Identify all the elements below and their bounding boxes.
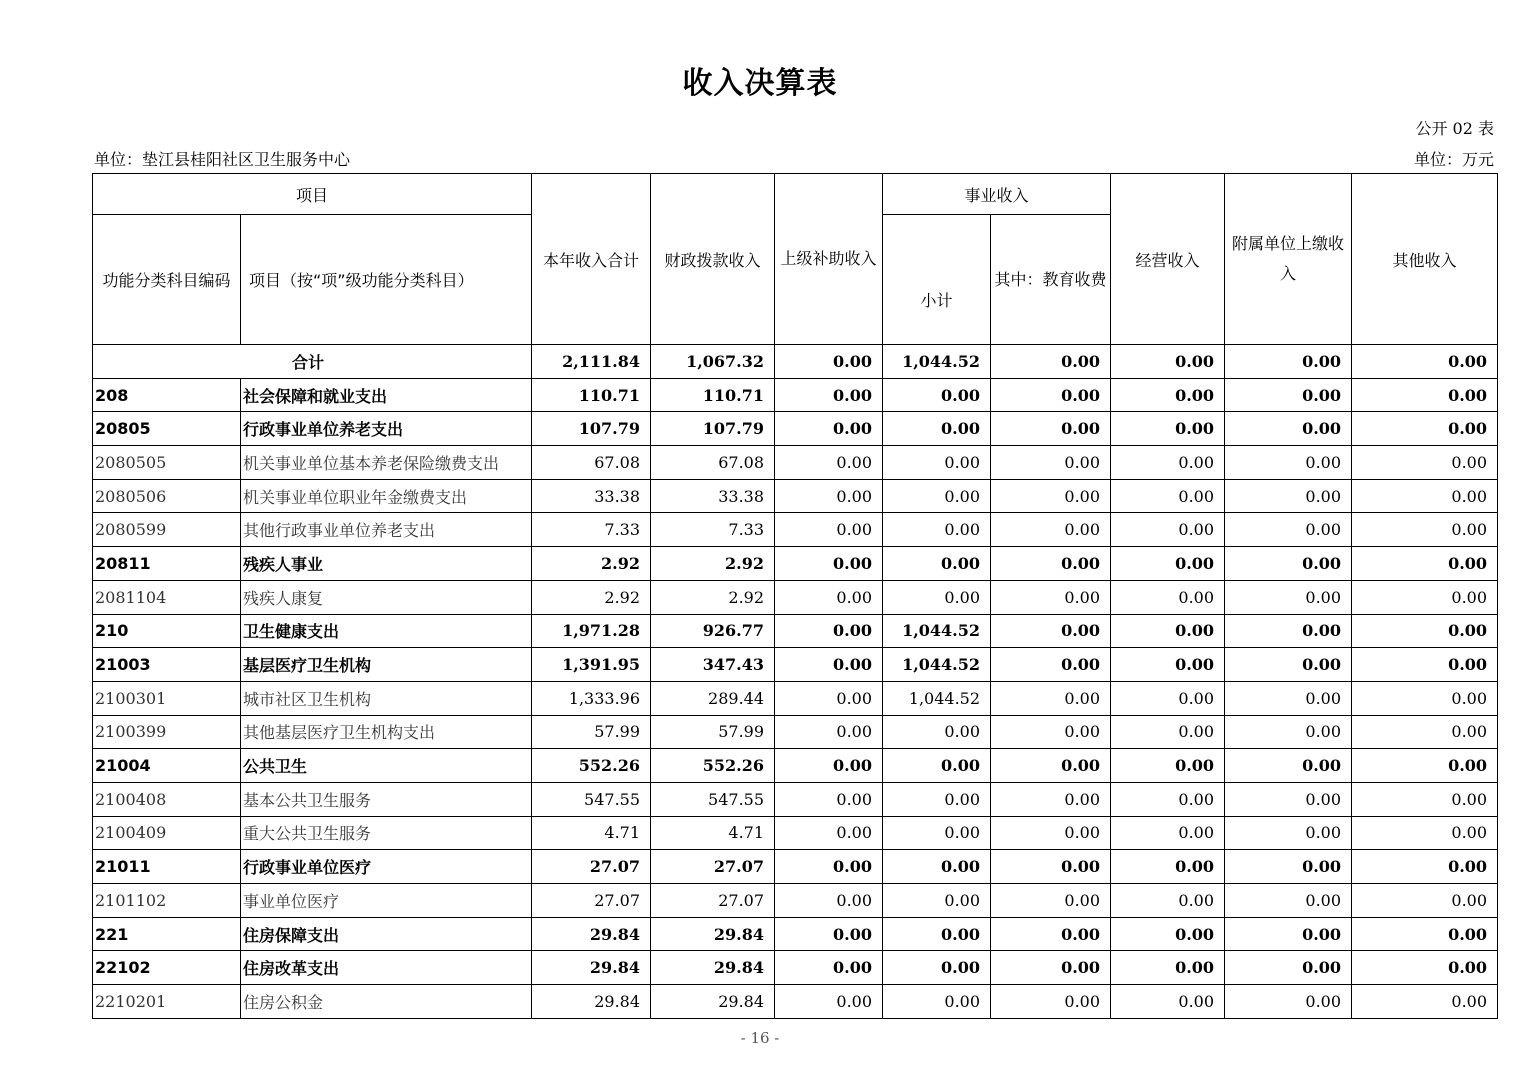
row-name: 住房公积金	[241, 985, 532, 1019]
row-value: 0.00	[1111, 446, 1225, 480]
row-name: 其他基层医疗卫生机构支出	[241, 715, 532, 749]
row-value: 1,044.52	[883, 614, 991, 648]
row-value: 0.00	[1225, 681, 1352, 715]
header-fiscal: 财政拨款收入	[651, 174, 775, 345]
row-value: 27.07	[651, 850, 775, 884]
row-value: 0.00	[775, 749, 883, 783]
header-name: 项目（按“项”级功能分类科目）	[241, 215, 532, 345]
row-value: 0.00	[991, 985, 1111, 1019]
row-value: 0.00	[1352, 580, 1498, 614]
table-row	[93, 782, 1498, 816]
row-value: 0.00	[991, 749, 1111, 783]
row-value: 0.00	[1225, 479, 1352, 513]
row-value: 2.92	[651, 547, 775, 581]
row-name: 残疾人康复	[241, 580, 532, 614]
row-value: 0.00	[1352, 951, 1498, 985]
row-value: 67.08	[651, 446, 775, 480]
row-value: 27.07	[651, 884, 775, 918]
row-code: 208	[93, 378, 241, 412]
row-value: 552.26	[651, 749, 775, 783]
row-value: 0.00	[883, 749, 991, 783]
total-value: 2,111.84	[532, 345, 651, 379]
table-row	[93, 917, 1498, 951]
row-value: 0.00	[775, 614, 883, 648]
row-value: 2.92	[651, 580, 775, 614]
row-value: 552.26	[532, 749, 651, 783]
table-row	[93, 648, 1498, 682]
row-value: 0.00	[991, 816, 1111, 850]
row-value: 67.08	[532, 446, 651, 480]
total-value: 0.00	[1225, 345, 1352, 379]
row-value: 0.00	[1352, 816, 1498, 850]
row-value: 1,333.96	[532, 681, 651, 715]
row-value: 0.00	[991, 580, 1111, 614]
row-value: 0.00	[1225, 917, 1352, 951]
table-row	[93, 412, 1498, 446]
row-value: 0.00	[1111, 614, 1225, 648]
row-value: 0.00	[775, 850, 883, 884]
table-row	[93, 951, 1498, 985]
row-value: 0.00	[883, 479, 991, 513]
row-name: 公共卫生	[241, 749, 532, 783]
row-value: 1,391.95	[532, 648, 651, 682]
row-value: 0.00	[775, 816, 883, 850]
row-name: 基层医疗卫生机构	[241, 648, 532, 682]
row-name: 其他行政事业单位养老支出	[241, 513, 532, 547]
table-row	[93, 479, 1498, 513]
row-value: 29.84	[651, 917, 775, 951]
row-value: 0.00	[991, 648, 1111, 682]
page-number: - 16 -	[740, 1029, 780, 1047]
row-value: 0.00	[991, 681, 1111, 715]
row-value: 0.00	[1225, 513, 1352, 547]
row-value: 0.00	[991, 378, 1111, 412]
row-value: 0.00	[991, 782, 1111, 816]
row-value: 0.00	[883, 378, 991, 412]
row-value: 0.00	[775, 681, 883, 715]
row-name: 行政事业单位养老支出	[241, 412, 532, 446]
row-code: 20811	[93, 547, 241, 581]
row-value: 29.84	[532, 951, 651, 985]
unit-currency: 单位：万元	[1413, 150, 1494, 169]
row-value: 0.00	[1352, 985, 1498, 1019]
row-name: 机关事业单位基本养老保险缴费支出	[241, 446, 532, 480]
row-value: 0.00	[775, 446, 883, 480]
unit-organization: 单位：垫江县桂阳社区卫生服务中心	[94, 150, 351, 169]
table-row	[93, 547, 1498, 581]
row-value: 0.00	[1111, 985, 1225, 1019]
row-value: 0.00	[883, 715, 991, 749]
row-value: 0.00	[1225, 782, 1352, 816]
income-table	[92, 173, 1498, 1019]
row-value: 27.07	[532, 850, 651, 884]
row-value: 0.00	[1225, 749, 1352, 783]
row-value: 0.00	[1225, 446, 1352, 480]
table-row	[93, 985, 1498, 1019]
row-name: 行政事业单位医疗	[241, 850, 532, 884]
row-value: 0.00	[1225, 951, 1352, 985]
header-affiliate: 附属单位上缴收入	[1225, 174, 1352, 345]
row-value: 0.00	[1352, 715, 1498, 749]
row-value: 0.00	[775, 648, 883, 682]
row-value: 0.00	[1225, 580, 1352, 614]
row-name: 基本公共卫生服务	[241, 782, 532, 816]
row-value: 4.71	[532, 816, 651, 850]
row-value: 0.00	[1111, 681, 1225, 715]
row-value: 0.00	[883, 917, 991, 951]
row-value: 0.00	[883, 816, 991, 850]
row-value: 0.00	[1225, 378, 1352, 412]
row-value: 0.00	[991, 479, 1111, 513]
row-name: 残疾人事业	[241, 547, 532, 581]
row-value: 0.00	[1352, 884, 1498, 918]
row-value: 0.00	[775, 985, 883, 1019]
total-value: 0.00	[991, 345, 1111, 379]
row-value: 0.00	[883, 547, 991, 581]
row-value: 0.00	[991, 547, 1111, 581]
row-value: 0.00	[1111, 917, 1225, 951]
header-other: 其他收入	[1352, 174, 1498, 345]
row-value: 0.00	[1352, 513, 1498, 547]
row-value: 33.38	[651, 479, 775, 513]
row-value: 0.00	[1352, 850, 1498, 884]
row-code: 210	[93, 614, 241, 648]
row-value: 0.00	[1225, 648, 1352, 682]
header-project: 项目	[93, 174, 532, 215]
row-value: 0.00	[1111, 547, 1225, 581]
row-name: 住房改革支出	[241, 951, 532, 985]
table-row	[93, 378, 1498, 412]
row-name: 重大公共卫生服务	[241, 816, 532, 850]
row-code: 2080505	[93, 446, 241, 480]
table-row	[93, 850, 1498, 884]
row-value: 0.00	[1352, 681, 1498, 715]
row-value: 57.99	[651, 715, 775, 749]
row-name: 社会保障和就业支出	[241, 378, 532, 412]
row-value: 0.00	[1225, 614, 1352, 648]
row-code: 2080599	[93, 513, 241, 547]
row-value: 0.00	[991, 884, 1111, 918]
table-row	[93, 580, 1498, 614]
row-value: 0.00	[883, 782, 991, 816]
row-code: 21004	[93, 749, 241, 783]
row-value: 0.00	[1225, 850, 1352, 884]
row-name: 住房保障支出	[241, 917, 532, 951]
row-code: 22102	[93, 951, 241, 985]
row-value: 0.00	[1111, 816, 1225, 850]
row-value: 0.00	[775, 884, 883, 918]
row-code: 221	[93, 917, 241, 951]
row-value: 347.43	[651, 648, 775, 682]
row-value: 0.00	[775, 580, 883, 614]
row-value: 107.79	[532, 412, 651, 446]
table-row	[93, 884, 1498, 918]
header-total: 本年收入合计	[532, 174, 651, 345]
row-value: 0.00	[1352, 446, 1498, 480]
row-value: 0.00	[1111, 378, 1225, 412]
row-value: 0.00	[1352, 412, 1498, 446]
row-value: 0.00	[883, 951, 991, 985]
row-value: 0.00	[1111, 715, 1225, 749]
row-value: 0.00	[775, 951, 883, 985]
row-value: 0.00	[991, 614, 1111, 648]
row-value: 0.00	[775, 917, 883, 951]
header-business: 事业收入	[883, 174, 1111, 215]
row-value: 1,971.28	[532, 614, 651, 648]
row-code: 2100409	[93, 816, 241, 850]
row-value: 2.92	[532, 547, 651, 581]
row-code: 2100399	[93, 715, 241, 749]
row-value: 0.00	[883, 580, 991, 614]
total-value: 0.00	[1111, 345, 1225, 379]
table-row	[93, 681, 1498, 715]
row-value: 0.00	[991, 715, 1111, 749]
row-value: 27.07	[532, 884, 651, 918]
row-value: 547.55	[532, 782, 651, 816]
row-value: 0.00	[1352, 917, 1498, 951]
row-value: 0.00	[775, 412, 883, 446]
total-value: 0.00	[1352, 345, 1498, 379]
row-value: 0.00	[883, 412, 991, 446]
row-value: 0.00	[775, 715, 883, 749]
row-value: 29.84	[532, 985, 651, 1019]
row-value: 0.00	[883, 513, 991, 547]
header-education: 其中：教育收费	[991, 215, 1111, 345]
row-code: 2081104	[93, 580, 241, 614]
row-value: 0.00	[1111, 580, 1225, 614]
row-value: 0.00	[991, 850, 1111, 884]
row-value: 0.00	[991, 446, 1111, 480]
table-row	[93, 749, 1498, 783]
row-value: 0.00	[991, 917, 1111, 951]
total-value: 1,067.32	[651, 345, 775, 379]
page-title: 收入决算表	[682, 66, 838, 101]
row-value: 0.00	[775, 547, 883, 581]
row-code: 2100301	[93, 681, 241, 715]
row-value: 1,044.52	[883, 648, 991, 682]
row-name: 卫生健康支出	[241, 614, 532, 648]
row-value: 0.00	[1111, 884, 1225, 918]
row-value: 7.33	[651, 513, 775, 547]
row-value: 0.00	[775, 378, 883, 412]
header-superior: 上级补助收入	[775, 174, 883, 345]
row-value: 926.77	[651, 614, 775, 648]
row-value: 0.00	[1111, 782, 1225, 816]
row-value: 0.00	[1225, 412, 1352, 446]
table-row	[93, 513, 1498, 547]
row-name: 事业单位医疗	[241, 884, 532, 918]
row-value: 0.00	[1352, 749, 1498, 783]
row-value: 0.00	[1225, 715, 1352, 749]
row-value: 2.92	[532, 580, 651, 614]
table-row	[93, 614, 1498, 648]
row-value: 0.00	[1352, 782, 1498, 816]
table-row	[93, 715, 1498, 749]
total-value: 1,044.52	[883, 345, 991, 379]
row-code: 2100408	[93, 782, 241, 816]
row-value: 547.55	[651, 782, 775, 816]
row-value: 0.00	[1111, 648, 1225, 682]
row-value: 57.99	[532, 715, 651, 749]
total-label: 合计	[93, 345, 532, 379]
row-value: 0.00	[1111, 479, 1225, 513]
row-code: 21003	[93, 648, 241, 682]
row-value: 0.00	[1225, 816, 1352, 850]
row-value: 289.44	[651, 681, 775, 715]
row-name: 城市社区卫生机构	[241, 681, 532, 715]
row-value: 0.00	[883, 884, 991, 918]
row-code: 21011	[93, 850, 241, 884]
row-value: 1,044.52	[883, 681, 991, 715]
row-value: 0.00	[1352, 614, 1498, 648]
row-name: 机关事业单位职业年金缴费支出	[241, 479, 532, 513]
row-code: 20805	[93, 412, 241, 446]
row-code: 2210201	[93, 985, 241, 1019]
row-value: 0.00	[991, 513, 1111, 547]
row-value: 0.00	[1111, 850, 1225, 884]
row-value: 0.00	[991, 412, 1111, 446]
row-value: 0.00	[1225, 547, 1352, 581]
row-value: 4.71	[651, 816, 775, 850]
row-value: 0.00	[1225, 884, 1352, 918]
header-code: 功能分类科目编码	[93, 215, 241, 345]
table-row	[93, 816, 1498, 850]
row-value: 0.00	[883, 850, 991, 884]
row-value: 0.00	[1352, 479, 1498, 513]
row-value: 0.00	[1352, 547, 1498, 581]
row-value: 110.71	[532, 378, 651, 412]
row-value: 0.00	[775, 513, 883, 547]
row-value: 0.00	[883, 446, 991, 480]
row-code: 2080506	[93, 479, 241, 513]
row-value: 0.00	[1352, 378, 1498, 412]
row-value: 0.00	[883, 985, 991, 1019]
row-value: 0.00	[1111, 412, 1225, 446]
row-value: 0.00	[1352, 648, 1498, 682]
row-code: 2101102	[93, 884, 241, 918]
row-value: 0.00	[775, 479, 883, 513]
row-value: 29.84	[532, 917, 651, 951]
row-value: 0.00	[775, 782, 883, 816]
header-operating: 经营收入	[1111, 174, 1225, 345]
row-value: 0.00	[991, 951, 1111, 985]
table-row	[93, 446, 1498, 480]
row-value: 110.71	[651, 378, 775, 412]
row-value: 29.84	[651, 951, 775, 985]
row-value: 7.33	[532, 513, 651, 547]
form-number: 公开 02 表	[1415, 119, 1494, 138]
total-value: 0.00	[775, 345, 883, 379]
row-value: 0.00	[1225, 985, 1352, 1019]
row-value: 0.00	[1111, 951, 1225, 985]
header-subtotal: 小计	[883, 215, 991, 345]
total-row	[93, 345, 1498, 379]
row-value: 33.38	[532, 479, 651, 513]
row-value: 107.79	[651, 412, 775, 446]
row-value: 29.84	[651, 985, 775, 1019]
row-value: 0.00	[1111, 749, 1225, 783]
row-value: 0.00	[1111, 513, 1225, 547]
